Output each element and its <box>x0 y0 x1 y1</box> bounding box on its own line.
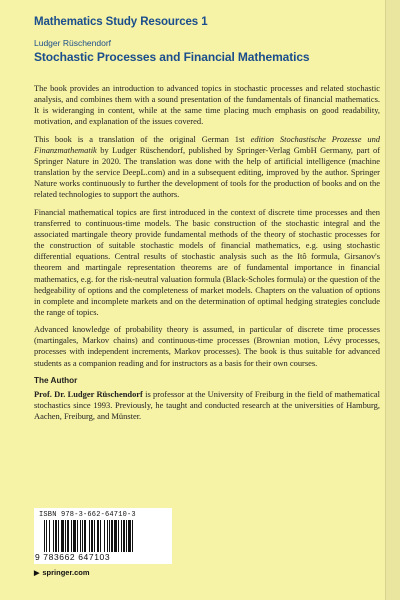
publisher-link[interactable] <box>34 568 90 577</box>
barcode-icon <box>44 520 166 552</box>
original-edition-title: edition Stochastische Prozesse und Finanzmathematik <box>34 133 381 155</box>
arrow-right-icon: ▶ <box>34 570 40 577</box>
barcode-digits: 9 783662 647103 <box>35 552 111 562</box>
isbn-label: ISBN 978-3-662-64710-3 <box>39 511 136 519</box>
blurb-body <box>34 83 380 428</box>
blurb-paragraph-2-text-a: This book is a translation of the original German 1st <box>34 133 251 144</box>
book-spine <box>385 0 400 600</box>
cover-header <box>34 16 374 64</box>
blurb-paragraph-4: Advanced knowledge of probability theory is assumed, in particular of discrete time processes (martingales, Markov chains) and continuous-time processes (Brownian motion, Lévy processes, processes with independent increments, Markov processes). The book is thus suitable for advanced students as a companion reading and for instructors as a basis for their own courses. <box>34 324 380 368</box>
barcode-panel <box>34 508 172 564</box>
author-name: Ludger Rüschendorf <box>34 38 112 48</box>
series-title: Mathematics Study Resources 1 <box>34 16 208 28</box>
book-title: Stochastic Processes and Financial Mathematics <box>34 50 310 64</box>
blurb-paragraph-2-text-b: by Ludger Rüschendorf, published by Springer-Verlag GmbH Germany, part of Springer Nature in 2020. The translation was done with the help of artificial intelligence (machine translation by the service DeepL.com) and in a subsequent editing, improved by the author. Springer Nature works continuously to further the development of tools for the production of books and on the related technologies to support the authors. <box>34 144 380 200</box>
about-author-name: Prof. Dr. Ludger Rüschendorf <box>34 388 143 399</box>
about-author-text <box>34 389 380 422</box>
blurb-paragraph-2 <box>34 134 380 201</box>
about-author-bio: is professor at the University of Freiburg in the field of mathematical stochastics since 1993. Previously, he taught and conducted research at the universities of Hamburg, Aachen, Freiburg, and Münster. <box>34 388 380 422</box>
about-author-heading: The Author <box>34 375 78 385</box>
blurb-paragraph-1: The book provides an introduction to advanced topics in stochastic processes and related stochastic analysis, and combines them with a sound presentation of the fundamentals of financial mathematics. It is wideranging in content, while at the same time placing much emphasis on good readability, motivation, and explanation of the issues covered. <box>34 83 380 127</box>
blurb-paragraph-3: Financial mathematical topics are first introduced in the context of discrete time processes and then transferred to continuous-time models. The basic construction of the stochastic integral and the associated martingale theory provide fundamental methods of the theory of stochastic processes for the construction of suitable stochastic models of financial mathematics, e.g. using stochastic differential equations. Central results of stochastic analysis such as the Itô formula, Girsanov's theorem and martingale representation theorems are of fundamental importance in financial mathematics, e.g. for the risk-neutral valuation formula (Black-Scholes formula) or the question of the hedgeability of options and the completeness of market models. Chapters on the valuation of options in complete and incomplete markets and on the determination of optimal hedging strategies conclude the range of topics. <box>34 206 380 317</box>
publisher-site: springer.com <box>42 568 90 577</box>
